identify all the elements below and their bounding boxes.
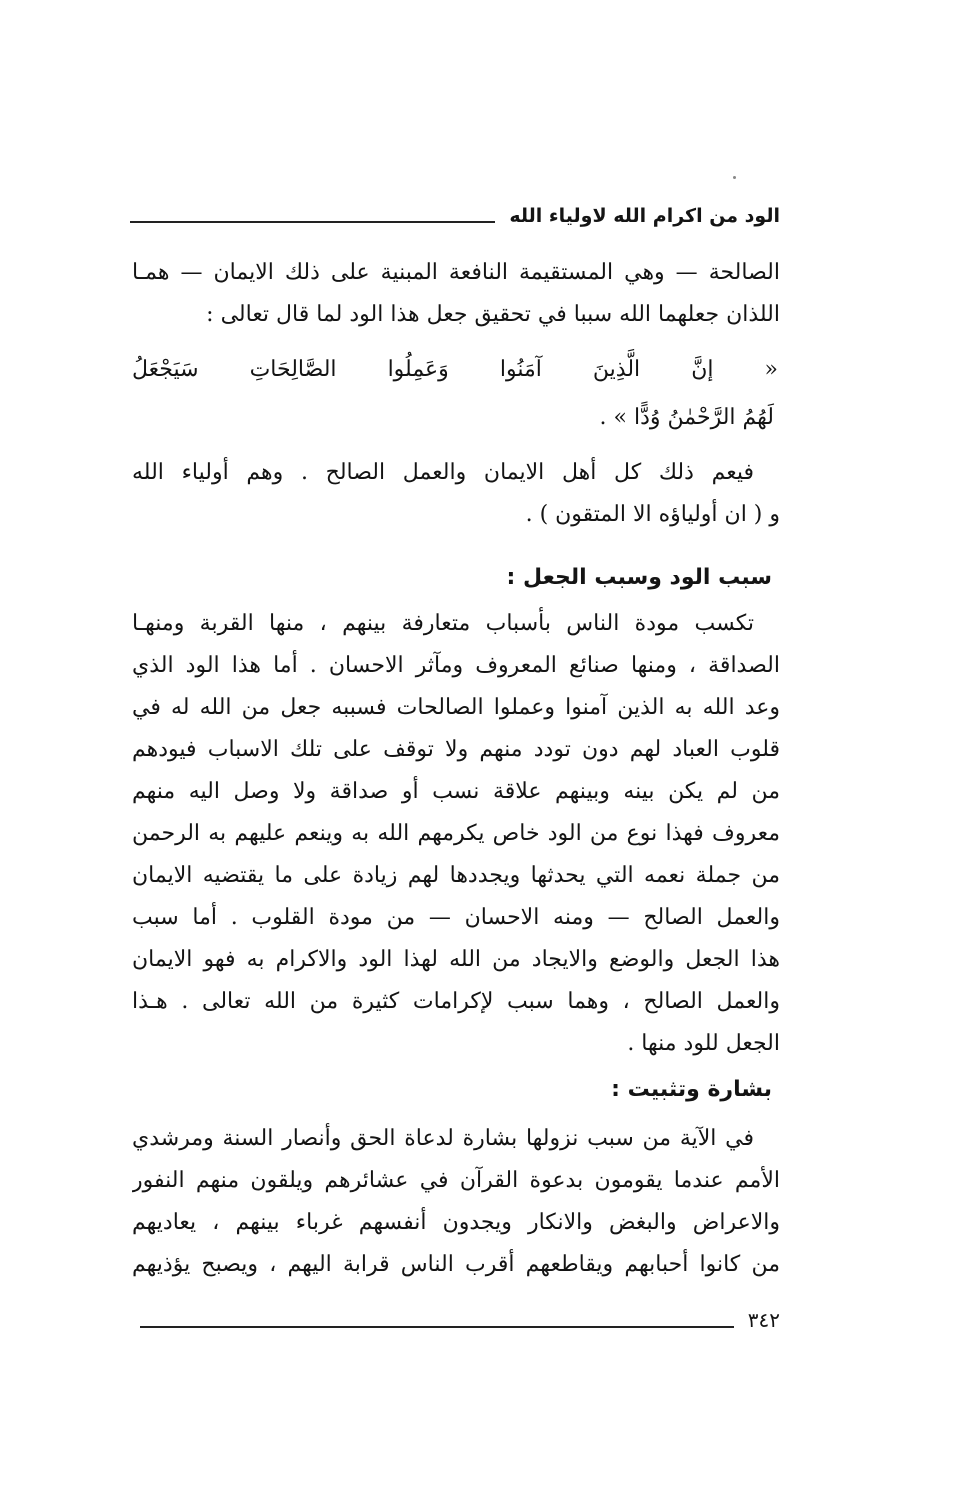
text-line: تكسب مودة الناس بأسباب متعارفة بينهم ، منها القربة ومنهـا xyxy=(132,611,754,636)
text-line: هذا الجعل والوضع والايجاد من الله لهذا الود والاكرام به فهو الايمان xyxy=(132,947,780,972)
page-footer xyxy=(140,1305,780,1335)
page-number: ٣٤٢ xyxy=(747,1308,780,1332)
text-line: فيعم ذلك كل أهل الايمان والعمل الصالح . وهم أولياء الله xyxy=(132,460,754,485)
text-line: والعمل الصالح — ومنه الاحسان — من مودة القلوب . أما سبب xyxy=(132,905,780,930)
paragraph-cause-of-love xyxy=(132,603,780,1065)
section-heading-1-wrap xyxy=(132,556,780,600)
text-line: اللذان جعلهما الله سببا في تحقيق جعل هذا الود لما قال تعالى : xyxy=(206,302,780,327)
text-line: من كانوا أحبابهم ويقاطعهم أقرب الناس قرابة اليهم ، ويصبح يؤذيهم xyxy=(132,1252,780,1277)
verse-line: لَهُمُ الرَّحْمٰنُ وُدًّا » . xyxy=(599,405,774,430)
footer-rule xyxy=(140,1326,734,1328)
verse-line: « إنَّ الَّذِينَ آمَنُوا وَعَمِلُوا الصَّالِحَاتِ سَيَجْعَلُ xyxy=(132,357,778,382)
section-heading: سبب الود وسبب الجعل : xyxy=(506,565,772,590)
text-line: الجعل للود منها . xyxy=(627,1031,780,1056)
quran-verse xyxy=(132,346,780,442)
text-line: الأمم عندما يقومون بدعوة القرآن في عشائرهم ويلقون منهم النفور xyxy=(132,1168,780,1193)
paragraph-glad-tidings xyxy=(132,1118,780,1286)
text-line: من لم يكن بينه وبينهم علاقة نسب أو صداقة ولا وصل اليه منهم xyxy=(132,779,780,804)
text-line: وعد الله به الذين آمنوا وعملوا الصالحات فسببه جعل من الله له في xyxy=(132,695,780,720)
section-heading: بشارة وتثبيت : xyxy=(611,1077,772,1102)
paragraph-believers xyxy=(132,452,780,536)
running-head xyxy=(130,196,780,236)
text-line: الصداقة ، ومنها صنائع المعروف ومآثر الاحسان . أما هذا الود الذي xyxy=(132,653,780,678)
running-head-rule xyxy=(130,221,495,223)
section-heading-2-wrap xyxy=(132,1068,780,1112)
text-line: معروف فهذا نوع من الود خاص يكرمهم الله به وينعم عليهم به الرحمن xyxy=(132,821,780,846)
paragraph-continued xyxy=(132,252,780,336)
text-line: و ( ان أولياؤه الا المتقون ) . xyxy=(525,502,780,527)
print-speck xyxy=(733,176,736,179)
text-line: في الآية من سبب نزولها بشارة لدعاة الحق وأنصار السنة ومرشدي xyxy=(132,1126,754,1151)
running-head-title: الود من اكرام الله لاولياء الله xyxy=(509,205,780,227)
text-line: والعمل الصالح ، وهما سبب لإكرامات كثيرة من الله تعالى . هـذا xyxy=(132,989,780,1014)
text-line: الصالحة — وهي المستقيمة النافعة المبنية على ذلك الايمان — همـا xyxy=(132,260,780,285)
text-line: والاعراض والبغض والانكار ويجدون أنفسهم غرباء بينهم ، يعاديهم xyxy=(132,1210,780,1235)
text-line: قلوب العباد لهم دون تودد منهم ولا توقف على تلك الاسباب فيودهم xyxy=(132,737,780,762)
text-line: من جملة نعمه التي يحدثها ويجددها لهم زيادة على ما يقتضيه الايمان xyxy=(132,863,780,888)
